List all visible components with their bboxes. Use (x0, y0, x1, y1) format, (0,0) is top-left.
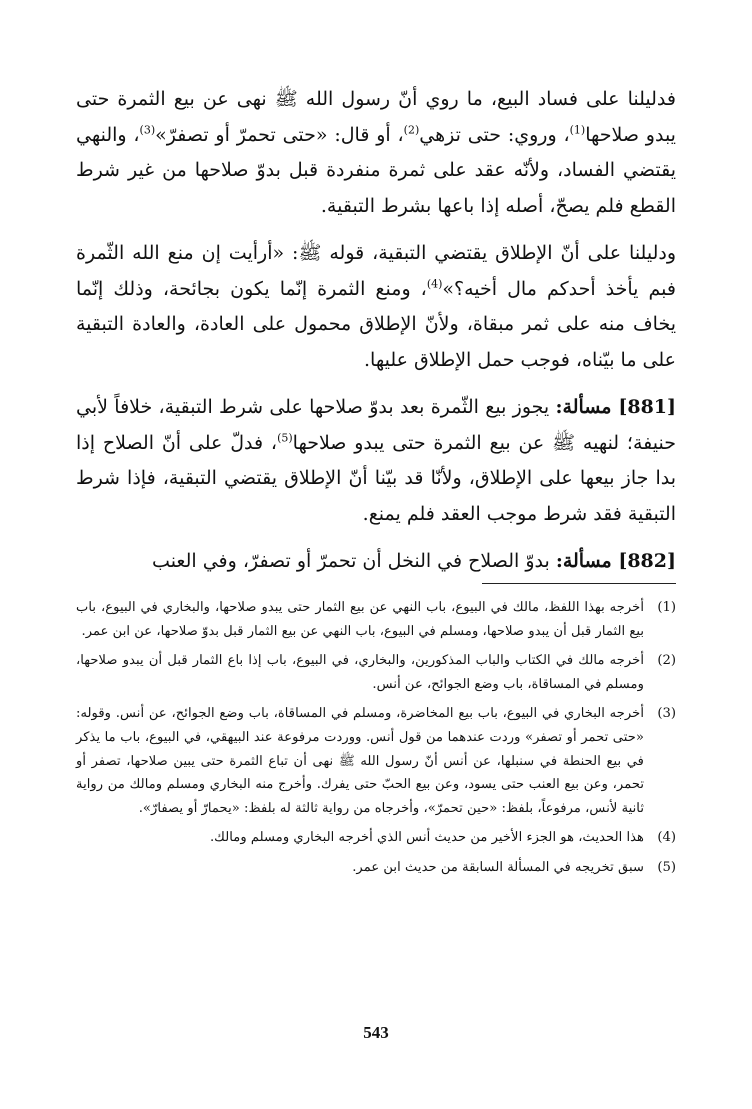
footnote-text: هذا الحديث، هو الجزء الأخير من حديث أنس الذي أخرجه البخاري ومسلم ومالك. (209, 830, 644, 846)
footnote-ref[interactable]: (1) (569, 123, 586, 137)
footnotes-list (76, 596, 676, 886)
footnote-ref[interactable]: (2) (403, 123, 420, 137)
footnote-number: (5) (657, 859, 676, 875)
footnote-number: (1) (657, 600, 676, 615)
footnote-text: سبق تخريجه في المسألة السابقة من حديث ابن عمر. (352, 859, 644, 875)
footnote-item (76, 826, 676, 850)
footnote-number: (2) (657, 653, 676, 669)
paragraph-1: فدليلنا على فساد البيع، ما روي أنّ رسول الله ﷺ نهى عن بيع الثمرة حتى يبدو صلاحها$^{(1)}$، وروي: حتى تزهي$^{(2)}$، أو قال: «حتى تحمرّ أو تصفرّ»$^{(3)}$، والنهي يقتضي الفساد، ولأنّه عقد على ثمرة منفردة قبل بدوّ صلاحها من غير شرط القطع فلم يصحّ، أصله إذا باعها بشرط التبقية. (76, 88, 676, 217)
paragraph-2: ودليلنا على أنّ الإطلاق يقتضي التبقية، قوله ﷺ: «أرأيت إن منع الله الثّمرة فبم يأخذ أحدكم مال أخيه؟»$^{(4)}$، ومنع الثمرة إنّما يكون بجائحة، وذلك إنّما يخاف منه على ثمر مبقاة، ولأنّ الإطلاق محمول على العادة، والعادة التبقية على ما بيّناه، فوجب حمل الإطلاق عليها. (76, 242, 676, 371)
footnote-item (76, 596, 676, 643)
footnote-ref[interactable]: (5) (277, 431, 293, 445)
main-text (76, 82, 676, 592)
page-number: 543 (363, 1023, 389, 1042)
issue-881: [881] مسألة: يجوز بيع الثّمرة بعد بدوّ صلاحها على شرط التبقية، خلافاً لأبي حنيفة؛ لنهيه ﷺ عن بيع الثمرة حتى يبدو صلاحها$^{(5)}$، فدلّ على أنّ الصلاح إذا بدا جاز بيعها على الإطلاق، ولأنّا قد بيّنا أنّ الإطلاق يقتضي التبقية، فإذا شرط التبقية فقد شرط موجب العقد فلم يمنع. (76, 396, 677, 525)
footnote-number: (3) (657, 706, 676, 722)
footnote-item (76, 649, 676, 696)
issue-882: [882] مسألة: بدوّ الصلاح في النخل أن تحمرّ أو تصفرّ، وفي العنب (152, 550, 676, 572)
issue-label: [881] مسألة: (555, 396, 677, 418)
footnote-item (76, 702, 676, 820)
footnote-ref[interactable]: (4) (426, 277, 443, 291)
footnote-separator (482, 583, 676, 584)
footnote-text: أخرجه البخاري في البيوع، باب بيع المخاضرة، ومسلم في المساقاة، باب وضع الجوائح، عن أنس. وقوله: «حتى تحمر أو تصفر» وردت عندهما من قول أنس. ووردت مرفوعة عند البيهقي، في البيوع، باب ما يذكر في بيع الحنطة في سنبلها، عن أنس أنّ رسول الله ﷺ نهى أن تباع الثمرة حتى يبين صلاحها، تصفر أو تحمر، وعن بيع العنب حتى يسود، وعن بيع الحبّ حتى يفرك. وأخرج منه البخاري ومسلم ومالك من رواية ثانية لأنس، مرفوعاً، بلفظ: «حين تحمرّ»، وأخرجاه من رواية ثالثة له بلفظ: «يحمارّ أو يصفارّ». (76, 706, 644, 816)
footnote-text: أخرجه بهذا اللفظ، مالك في البيوع، باب النهي عن بيع الثمار حتى يبدو صلاحها، والبخاري في البيوع، باب بيع الثمار قبل أن يبدو صلاحها، ومسلم في البيوع، باب النهي عن بيع الثمار قبل بدوّ صلاحها، عن ابن عمر. (76, 600, 644, 639)
footnote-text: أخرجه مالك في الكتاب والباب المذكورين، والبخاري، في البيوع، باب إذا باع الثمار قبل أن يبدو صلاحها، ومسلم في المساقاة، باب وضع الجوائح، عن أنس. (76, 653, 644, 692)
footnote-item (76, 856, 676, 880)
issue-label: [882] مسألة: (555, 550, 676, 572)
footnote-ref[interactable]: (3) (139, 123, 156, 137)
footnote-number: (4) (657, 830, 676, 846)
